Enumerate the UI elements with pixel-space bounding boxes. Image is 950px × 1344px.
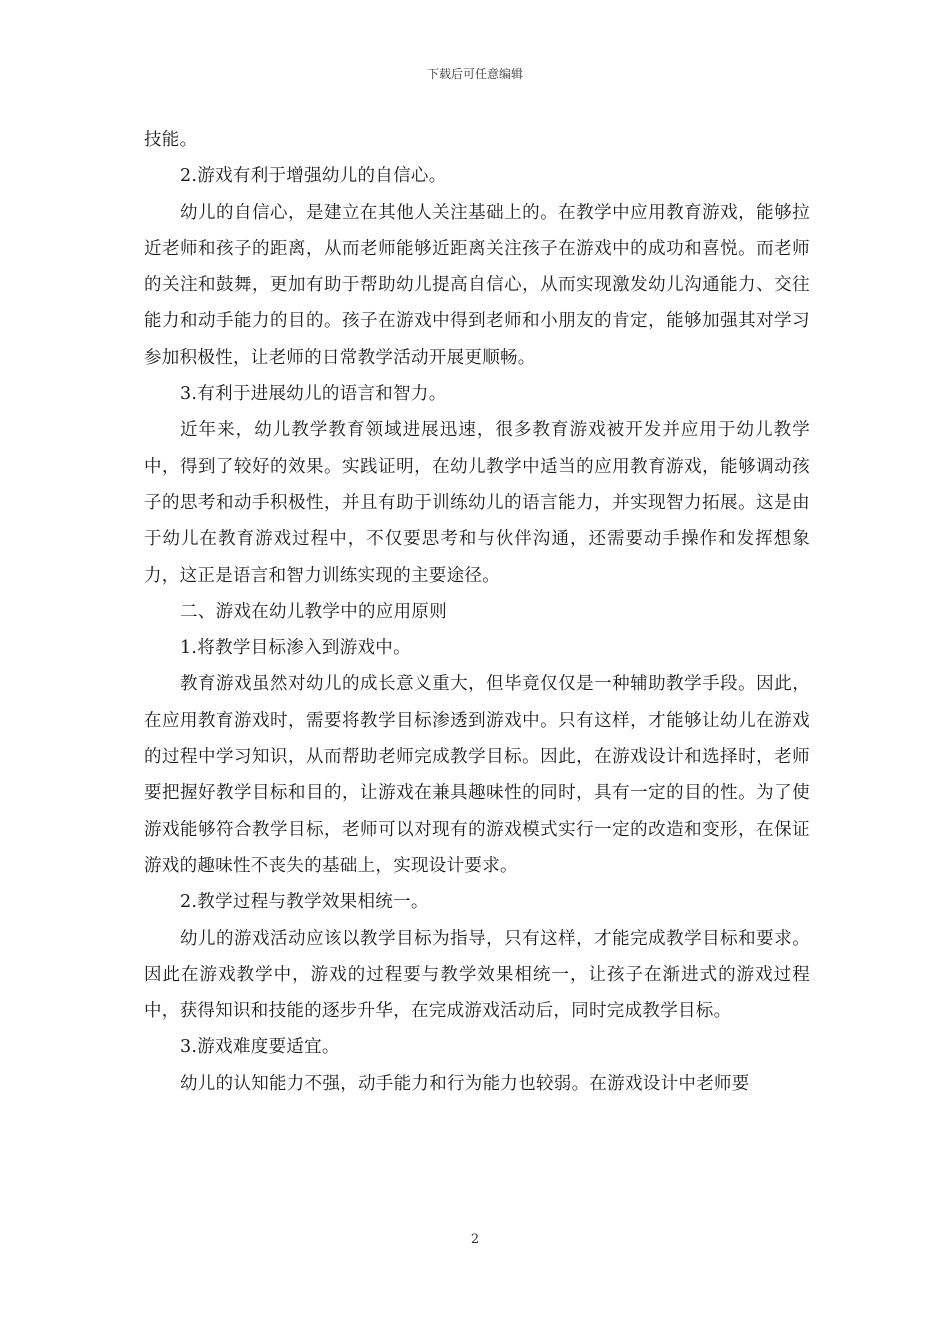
- section-heading-principles: 二、游戏在幼儿教学中的应用原则: [180, 601, 447, 622]
- subheading-confidence: 2.游戏有利于增强幼儿的自信心。: [180, 166, 447, 187]
- paragraph-confidence: 幼儿的自信心，是建立在其他人关注基础上的。在教学中应用教育游戏，能够拉近老师和孩子的距离，从而老师能够近距离关注孩子在游戏中的成功和喜悦。而老师的关注和鼓舞，更加有助于帮助幼儿提高自信心，从而实现激发幼儿沟通能力、交往能力和动手能力的目的。孩子在游戏中得到老师和小朋友的肯定，能够加强其对学习参加积极性，让老师的日常教学活动开展更顺畅。: [144, 202, 810, 368]
- subheading-teaching-goals: 1.将教学目标渗入到游戏中。: [180, 638, 411, 659]
- subheading-difficulty: 3.游戏难度要适宜。: [180, 1037, 340, 1058]
- document-body: [144, 122, 810, 1102]
- paragraph-difficulty: 幼儿的认知能力不强，动手能力和行为能力也较弱。在游戏设计中老师要: [180, 1073, 750, 1094]
- subheading-language-intelligence: 3.有利于进展幼儿的语言和智力。: [180, 384, 447, 405]
- paragraph-continuation: 技能。: [144, 130, 198, 150]
- page-header: 下载后可任意编辑: [426, 67, 523, 81]
- paragraph-language-intelligence: 近年来，幼儿教学教育领域进展迅速，很多教育游戏被开发并应用于幼儿教学中，得到了较好的效果。实践证明，在幼儿教学中适当的应用教育游戏，能够调动孩子的思考和动手积极性，并且有助于训练幼儿的语言能力，并实现智力拓展。这是由于幼儿在教育游戏过程中，不仅要思考和与伙伴沟通，还需要动手操作和发挥想象力，这正是语言和智力训练实现的主要途径。: [144, 420, 810, 586]
- paragraph-teaching-goals: 教育游戏虽然对幼儿的成长意义重大，但毕竟仅仅是一种辅助教学手段。因此，在应用教育游戏时，需要将教学目标渗透到游戏中。只有这样，才能够让幼儿在游戏的过程中学习知识，从而帮助老师完成教学目标。因此，在游戏设计和选择时，老师要把握好教学目标和目的，让游戏在兼具趣味性的同时，具有一定的目的性。为了使游戏能够符合教学目标，老师可以对现有的游戏模式实行一定的改造和变形，在保证游戏的趣味性不丧失的基础上，实现设计要求。: [144, 674, 810, 876]
- subheading-process-effect: 2.教学过程与教学效果相统一。: [180, 892, 429, 913]
- page-number: 2: [470, 1232, 480, 1247]
- paragraph-process-effect: 幼儿的游戏活动应该以教学目标为指导，只有这样，才能完成教学目标和要求。因此在游戏教学中，游戏的过程要与教学效果相统一，让孩子在渐进式的游戏过程中，获得知识和技能的逐步升华，在完成游戏活动后，同时完成教学目标。: [144, 928, 810, 1022]
